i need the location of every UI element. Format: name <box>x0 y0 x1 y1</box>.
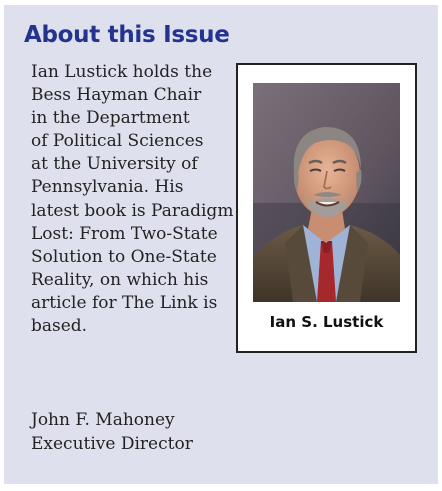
bio-line: Reality, on which his <box>31 269 209 290</box>
portrait-illustration <box>253 83 400 302</box>
bio-line: of Political Sciences <box>31 131 204 152</box>
section-heading: About this Issue <box>24 22 230 48</box>
author-photo-frame <box>236 63 417 353</box>
bio-line: latest book is Paradigm <box>31 200 234 221</box>
bio-line: in the Department <box>31 108 190 129</box>
bio-line: Ian Lustick holds the <box>31 62 213 82</box>
bio-line: at the University of <box>31 154 198 175</box>
photo-caption: Ian S. Lustick <box>269 313 384 331</box>
bio-line: Solution to One-State <box>31 246 217 267</box>
bio-line: Lost: From Two-State <box>31 223 218 244</box>
bio-line: Bess Hayman Chair <box>31 85 202 106</box>
about-panel <box>4 5 438 484</box>
signature-block <box>31 408 193 456</box>
bio-line: Pennsylvania. His <box>31 177 184 198</box>
bio-paragraph <box>31 61 236 338</box>
bio-line: based. <box>31 316 88 337</box>
author-photo <box>253 83 400 302</box>
bio-line: article for The Link is <box>31 292 218 313</box>
signature-title: Executive Director <box>31 434 193 454</box>
signature-name: John F. Mahoney <box>31 410 175 430</box>
